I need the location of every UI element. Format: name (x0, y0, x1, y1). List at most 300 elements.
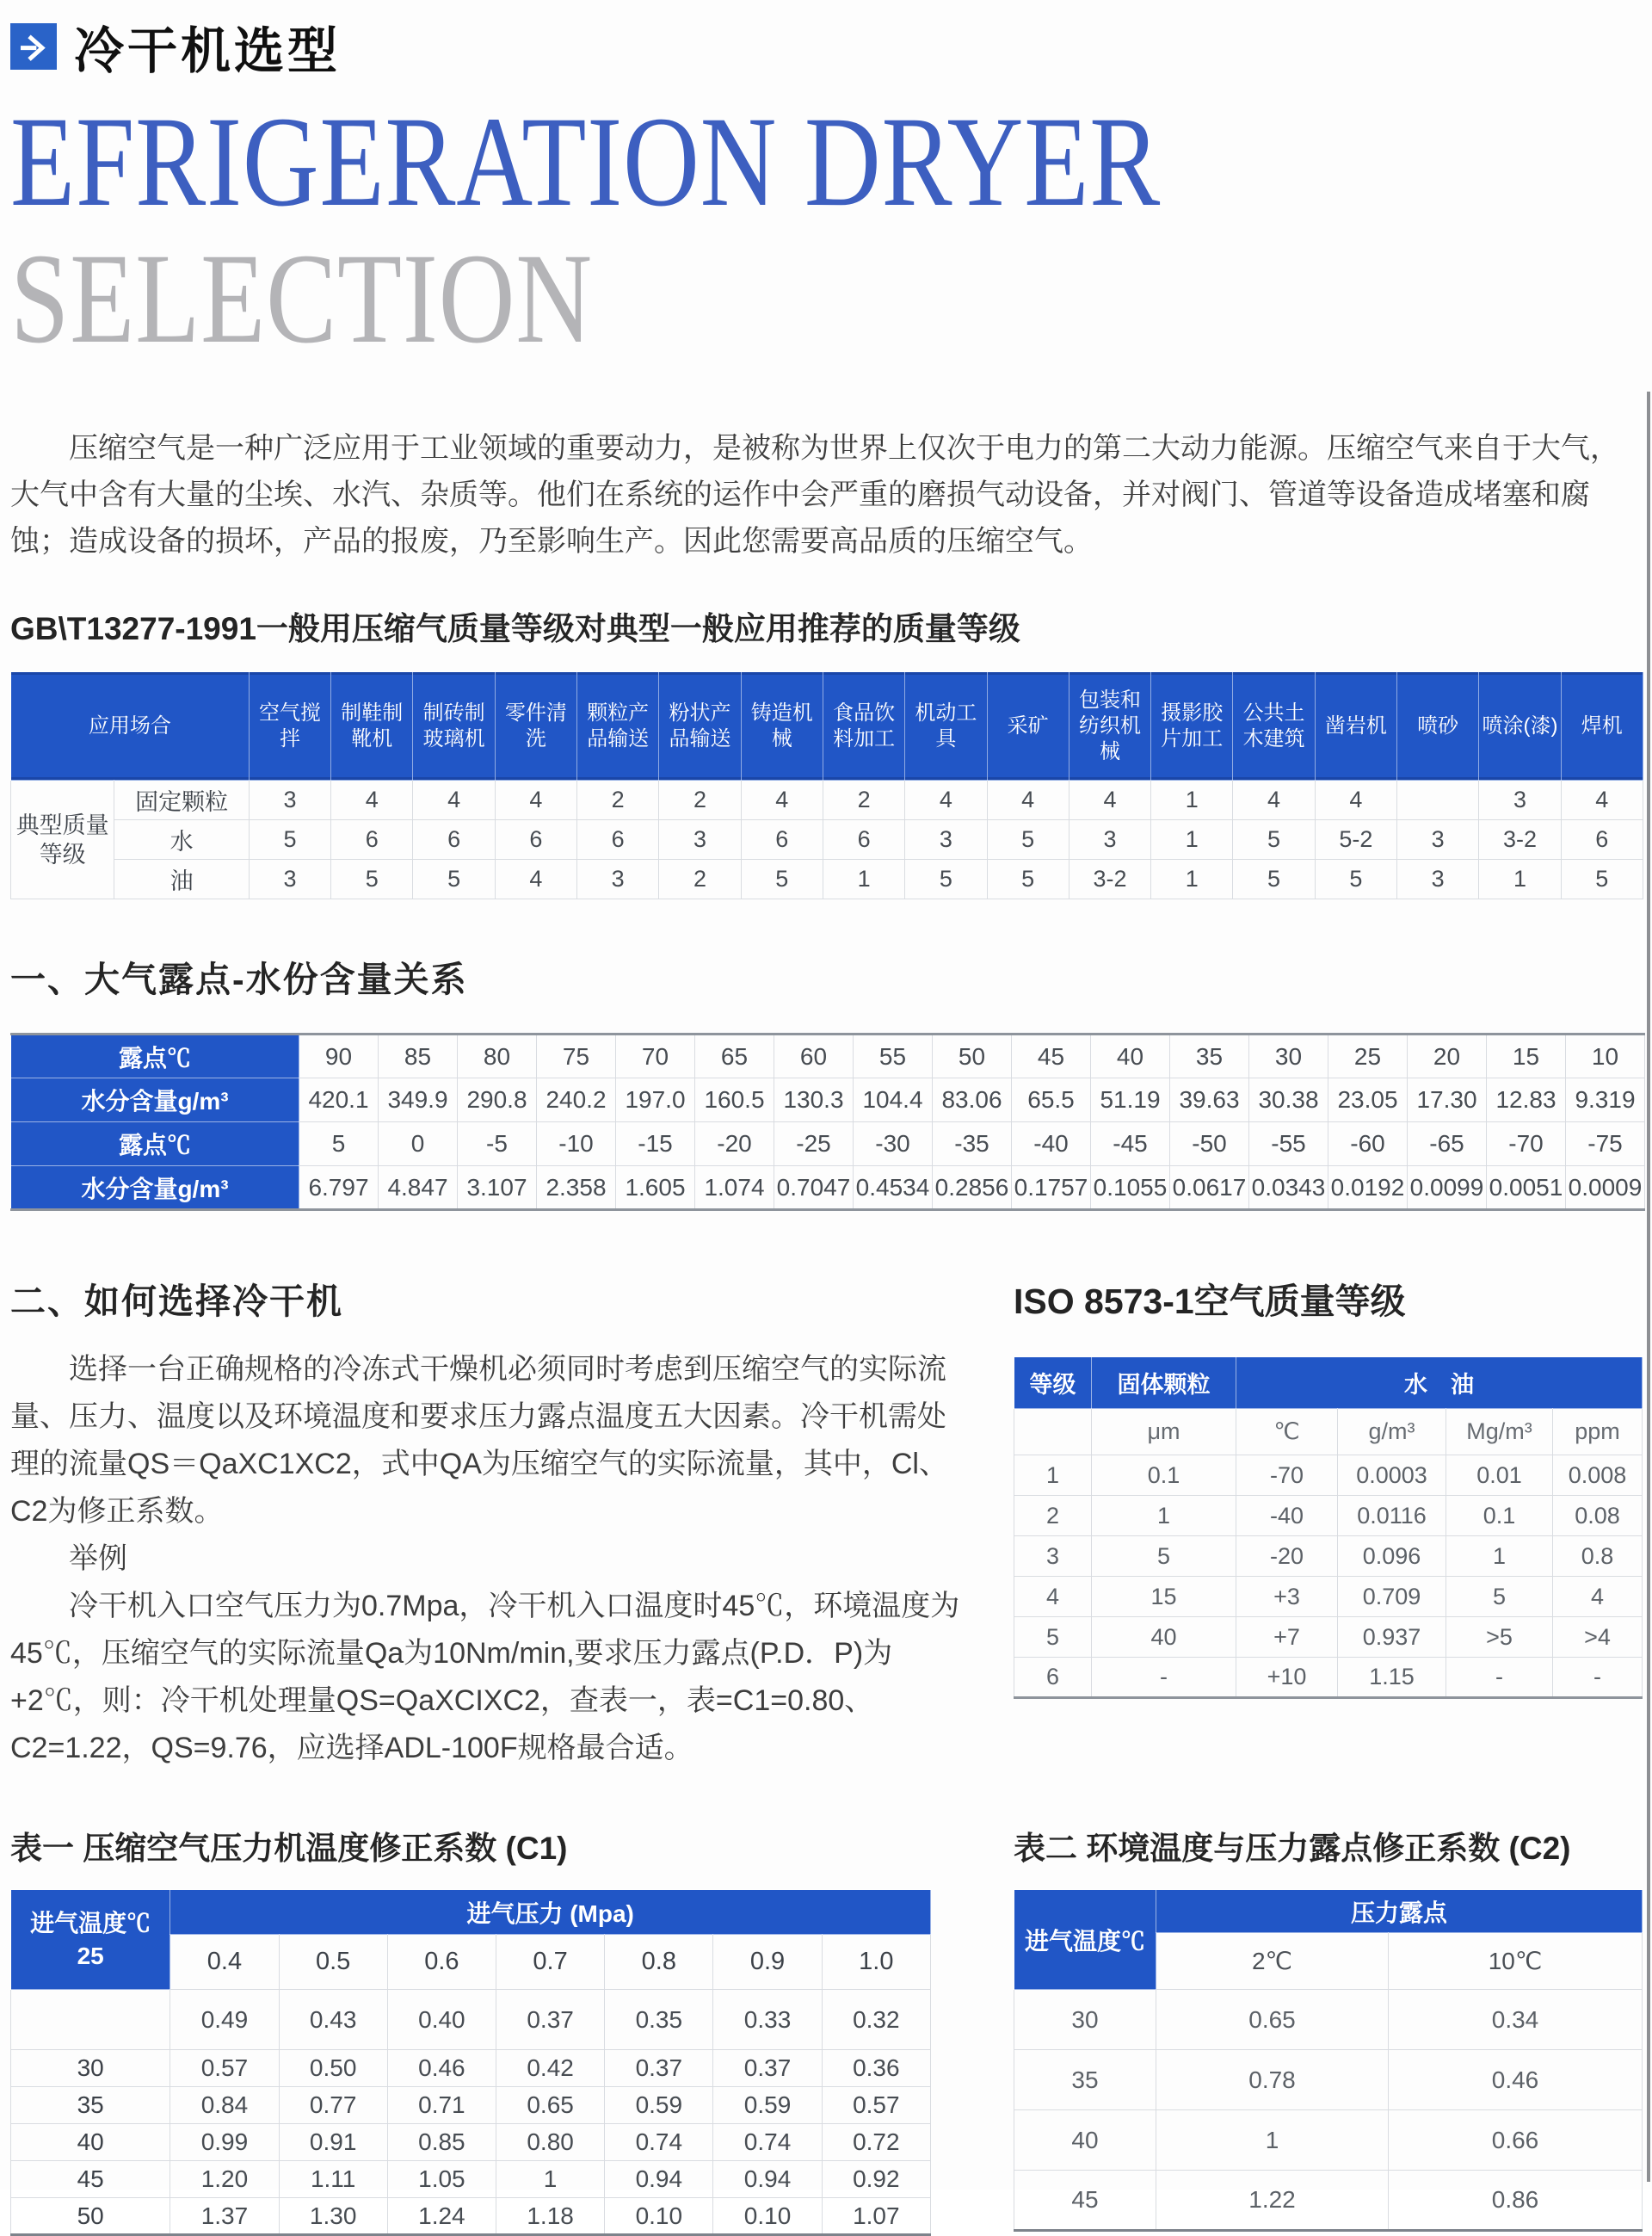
table-cell: 6 (577, 820, 659, 860)
dew-row-label: 露点℃ (11, 1035, 299, 1078)
table-cell: +3 (1236, 1577, 1338, 1617)
table-cell: 2 (659, 860, 741, 899)
gb-header-row (11, 672, 1643, 781)
table2-row-label: 45 (1014, 2171, 1156, 2231)
table-cell: 0.77 (279, 2087, 387, 2124)
table-cell: 4 (413, 781, 495, 820)
table-cell: 0.37 (496, 1990, 604, 2050)
arrow-right-icon (10, 23, 57, 70)
table-cell: 4 (1553, 1577, 1643, 1617)
table2-section (1014, 1822, 1643, 2232)
table-cell: 55 (854, 1035, 933, 1078)
table-cell: 6 (413, 820, 495, 860)
table-cell: 0.40 (387, 1990, 496, 2050)
table2-heading: 表二 环境温度与压力露点修正系数 (C2) (1014, 1831, 1571, 1866)
table-cell: 3 (905, 820, 987, 860)
table-cell: 颗粒产品输送 (577, 672, 659, 781)
table-cell: 5 (987, 820, 1069, 860)
table-cell: 0.57 (170, 2050, 279, 2087)
table-row (11, 2161, 931, 2198)
iso-grade: 1 (1014, 1455, 1092, 1496)
table-row (11, 781, 1643, 820)
table-cell: 4 (1069, 781, 1150, 820)
table1-band-label: 进气压力 (Mpa) (170, 1890, 931, 1935)
table-cell: 20 (1408, 1035, 1487, 1078)
table-cell: 2.358 (537, 1166, 616, 1210)
table-cell: 0.0003 (1338, 1455, 1446, 1496)
iso-units-row (1014, 1409, 1643, 1455)
table-row (1014, 1577, 1643, 1617)
table-cell: 0.94 (713, 2161, 822, 2198)
table-row (11, 1035, 1645, 1078)
table-cell: 65.5 (1012, 1078, 1091, 1122)
table-cell: 包装和纺织机械 (1069, 672, 1150, 781)
table2-corner: 进气温度℃ (1014, 1890, 1156, 1990)
table-cell: 10 (1566, 1035, 1645, 1078)
table-cell: 喷砂 (1397, 672, 1479, 781)
table-cell: 420.1 (299, 1078, 379, 1122)
section2-heading: 二、如何选择冷干机 (10, 1282, 343, 1321)
table-cell: 0.096 (1338, 1536, 1446, 1577)
table-cell: 5 (1561, 860, 1643, 899)
iso-grade: 5 (1014, 1617, 1092, 1658)
table1-corner-line2: 25 (77, 1942, 104, 1969)
table2-row-label: 40 (1014, 2110, 1156, 2171)
table-cell: +10 (1236, 1658, 1338, 1698)
table-cell: 0.0099 (1408, 1166, 1487, 1210)
table-cell: 0.7 (496, 1935, 604, 1990)
table-cell: 23.05 (1328, 1078, 1408, 1122)
c1-correction-table (10, 1889, 931, 2236)
table-row (1014, 1990, 1643, 2050)
table-cell: 1.20 (170, 2161, 279, 2198)
table-cell: 3 (249, 781, 330, 820)
table-cell: 349.9 (379, 1078, 458, 1122)
iso-grade: 3 (1014, 1536, 1092, 1577)
table-cell: 1.605 (616, 1166, 695, 1210)
table-cell: 0.84 (170, 2087, 279, 2124)
table-cell: 0.50 (279, 2050, 387, 2087)
gb-row-group-label: 典型质量等级 (11, 781, 114, 899)
table-cell: 0.0116 (1338, 1496, 1446, 1536)
iso-col-grade: 等级 (1014, 1357, 1092, 1409)
table-cell: -50 (1170, 1122, 1249, 1166)
table-cell: -5 (458, 1122, 537, 1166)
iso-header-row (1014, 1357, 1643, 1409)
table-cell: -70 (1487, 1122, 1566, 1166)
table-cell: 3 (1479, 781, 1561, 820)
table-cell: 2 (823, 781, 904, 820)
table-cell: 0.86 (1389, 2171, 1643, 2231)
example-paragraph: 冷干机入口空气压力为0.7Mpa，冷干机入口温度时45℃，环境温度为45℃，压缩空气的实际流量Qa为10Nm/min,要求压力露点(P.D．P)为+2℃，则：冷干机处理量QS=QaXCIXC2，查表一，表=C1=0.80、C2=1.22，QS=9.76，应选择ADL-100F规格最合适。 (10, 1590, 960, 1764)
title-english-line2: SELECTION (10, 227, 593, 370)
table-cell: 290.8 (458, 1078, 537, 1122)
table-row (1014, 2050, 1643, 2110)
table-cell: -15 (616, 1122, 695, 1166)
table1-band-row (11, 1890, 931, 1935)
table-cell: 17.30 (1408, 1078, 1487, 1122)
table-cell: 空气搅拌 (249, 672, 330, 781)
page-title: 冷干机选型 (74, 23, 342, 79)
table-cell: 0.2856 (933, 1166, 1012, 1210)
table-cell: - (1446, 1658, 1553, 1698)
table-row (1014, 1617, 1643, 1658)
table-cell: Mg/m³ (1446, 1409, 1553, 1455)
dew-row-label: 水分含量g/m³ (11, 1166, 299, 1210)
gb-row-label: 水 (114, 820, 249, 860)
table-cell: 1 (1151, 860, 1233, 899)
table-cell: 25 (1328, 1035, 1408, 1078)
table-cell: 1 (1151, 781, 1233, 820)
table-cell: 0.4534 (854, 1166, 933, 1210)
table-row (1014, 1658, 1643, 1698)
gb-row-label: 固定颗粒 (114, 781, 249, 820)
table-cell: 0.49 (170, 1990, 279, 2050)
table-cell: 2℃ (1156, 1933, 1389, 1990)
table-cell: 0.937 (1338, 1617, 1446, 1658)
table-cell: 4 (495, 781, 576, 820)
table-cell: 30 (1249, 1035, 1328, 1078)
table-cell: 0.0617 (1170, 1166, 1249, 1210)
table-cell: 15 (1487, 1035, 1566, 1078)
table-cell: 1 (1156, 2110, 1389, 2171)
table-cell: 0.8 (605, 1935, 713, 1990)
table-cell: 0.37 (605, 2050, 713, 2087)
table-cell: -75 (1566, 1122, 1645, 1166)
table-cell: 喷涂(漆) (1479, 672, 1561, 781)
iso-col-water-oil: 水 油 (1236, 1357, 1643, 1409)
table-cell: 0.5 (279, 1935, 387, 1990)
table-cell: 5 (741, 860, 823, 899)
table-cell: -45 (1091, 1122, 1170, 1166)
table-cell: 1.11 (279, 2161, 387, 2198)
table-cell: 5 (1233, 820, 1315, 860)
table1-row-label: 45 (11, 2161, 170, 2198)
table-cell: 1 (1479, 860, 1561, 899)
table-cell: 0.57 (822, 2087, 930, 2124)
table-cell: 1.15 (1338, 1658, 1446, 1698)
table-cell: 104.4 (854, 1078, 933, 1122)
table-cell: 5 (299, 1122, 379, 1166)
table-cell: 0.94 (605, 2161, 713, 2198)
table-cell: 45 (1012, 1035, 1091, 1078)
table-cell: -30 (854, 1122, 933, 1166)
table-cell (1014, 1409, 1092, 1455)
table-cell: 0.008 (1553, 1455, 1643, 1496)
table-cell: 0.0009 (1566, 1166, 1645, 1210)
table-cell: 0.01 (1446, 1455, 1553, 1496)
table-cell: -40 (1236, 1496, 1338, 1536)
table-cell: 6 (495, 820, 576, 860)
table1-row-label: 50 (11, 2198, 170, 2235)
table-cell: 65 (695, 1035, 774, 1078)
table-cell: +7 (1236, 1617, 1338, 1658)
table-cell: 0.42 (496, 2050, 604, 2087)
table-cell: 0.7047 (774, 1166, 854, 1210)
table-cell: 40 (1091, 1035, 1170, 1078)
table-cell: 1 (1092, 1496, 1236, 1536)
table-cell: 85 (379, 1035, 458, 1078)
table-cell: 4 (905, 781, 987, 820)
table-cell: 0.1 (1092, 1455, 1236, 1496)
table-cell: - (1553, 1658, 1643, 1698)
table-cell: 2 (659, 781, 741, 820)
table-cell: 0.8 (1553, 1536, 1643, 1577)
table-cell: 70 (616, 1035, 695, 1078)
table-cell: 0.0343 (1249, 1166, 1328, 1210)
table2-row-label: 30 (1014, 1990, 1156, 2050)
table-cell: 0.1 (1446, 1496, 1553, 1536)
table-cell: 0.1757 (1012, 1166, 1091, 1210)
table-cell: 15 (1092, 1577, 1236, 1617)
table-cell: 6 (1561, 820, 1643, 860)
table-cell: -10 (537, 1122, 616, 1166)
table-cell: 摄影胶片加工 (1151, 672, 1233, 781)
c2-correction-table (1014, 1889, 1643, 2232)
table-cell: ℃ (1236, 1409, 1338, 1455)
table1-corner (11, 1890, 170, 1990)
table-cell: 0.65 (1156, 1990, 1389, 2050)
table-cell: 1.05 (387, 2161, 496, 2198)
table-cell: 40 (1092, 1617, 1236, 1658)
table-cell: 0.36 (822, 2050, 930, 2087)
table-cell: 1 (823, 860, 904, 899)
iso-air-quality-table (1014, 1356, 1643, 1699)
table-cell: 3 (1397, 860, 1479, 899)
table-cell: -20 (1236, 1536, 1338, 1577)
table-cell: 1.24 (387, 2198, 496, 2235)
table-row (11, 860, 1643, 899)
table-cell: 1.22 (1156, 2171, 1389, 2231)
table-cell: 90 (299, 1035, 379, 1078)
table-cell: 0.709 (1338, 1577, 1446, 1617)
table1-row-label (11, 1990, 170, 2050)
gb-table-heading: GB\T13277-1991一般用压缩气质量等级对典型一般应用推荐的质量等级 (10, 611, 1020, 646)
how-to-select-section (10, 1273, 964, 1772)
table-row (11, 820, 1643, 860)
table-cell: 50 (933, 1035, 1012, 1078)
table2-band-row (1014, 1890, 1643, 1933)
table-cell: 3-2 (1479, 820, 1561, 860)
table-cell: 3 (1069, 820, 1150, 860)
table-cell: 0.74 (713, 2124, 822, 2161)
table-cell: 4 (987, 781, 1069, 820)
table-cell: 0.92 (822, 2161, 930, 2198)
table-cell: 食品饮料加工 (823, 672, 904, 781)
table-cell: 4 (495, 860, 576, 899)
table-cell: 粉状产品输送 (659, 672, 741, 781)
table-cell: 0.59 (713, 2087, 822, 2124)
table-cell: 5-2 (1315, 820, 1396, 860)
table2-band-label: 压力露点 (1156, 1890, 1643, 1933)
table-cell: 5 (987, 860, 1069, 899)
table-cell: 0.35 (605, 1990, 713, 2050)
table-row (1014, 1455, 1643, 1496)
table1-corner-line1: 进气温度℃ (30, 1909, 151, 1936)
table-cell: 51.19 (1091, 1078, 1170, 1122)
iso-section (1014, 1273, 1643, 1699)
table-cell: 0.74 (605, 2124, 713, 2161)
table-cell: 3-2 (1069, 860, 1150, 899)
table-cell: 1.37 (170, 2198, 279, 2235)
table-cell: 75 (537, 1035, 616, 1078)
table-cell: 1 (1446, 1536, 1553, 1577)
table-cell: 6 (741, 820, 823, 860)
table-cell: 1.30 (279, 2198, 387, 2235)
table-row (1014, 2171, 1643, 2231)
table-cell: 0.91 (279, 2124, 387, 2161)
table-row (11, 1122, 1645, 1166)
table1-row-label: 40 (11, 2124, 170, 2161)
table-cell: 0.72 (822, 2124, 930, 2161)
table-row (11, 2124, 931, 2161)
table-cell: 5 (1315, 860, 1396, 899)
table-cell: 5 (249, 820, 330, 860)
table-cell: 1.074 (695, 1166, 774, 1210)
table-cell: 5 (1446, 1577, 1553, 1617)
table-cell: 0.6 (387, 1935, 496, 1990)
page-edge-shadow (1647, 392, 1650, 2182)
table-cell: 0.32 (822, 1990, 930, 2050)
table-cell: 5 (1233, 860, 1315, 899)
table-cell: 机动工具 (905, 672, 987, 781)
section1-heading: 一、大气露点-水份含量关系 (10, 960, 468, 999)
table-cell: 6.797 (299, 1166, 379, 1210)
table-cell: 制砖制玻璃机 (413, 672, 495, 781)
table-cell: 197.0 (616, 1078, 695, 1122)
table-cell: 0.78 (1156, 2050, 1389, 2110)
table-cell: 0.4 (170, 1935, 279, 1990)
table-cell: 0.34 (1389, 1990, 1643, 2050)
table-cell: 公共土木建筑 (1233, 672, 1315, 781)
table-cell: 4.847 (379, 1166, 458, 1210)
table-cell: 0.71 (387, 2087, 496, 2124)
table-cell: 采矿 (987, 672, 1069, 781)
table-row (1014, 2110, 1643, 2171)
table-cell: 0.08 (1553, 1496, 1643, 1536)
table-cell: 5 (331, 860, 413, 899)
table1-row-label: 35 (11, 2087, 170, 2124)
table-cell: 1.18 (496, 2198, 604, 2235)
table-cell: 0.65 (496, 2087, 604, 2124)
table-cell (1397, 781, 1479, 820)
table-cell: 0.33 (713, 1990, 822, 2050)
table-cell: μm (1092, 1409, 1236, 1455)
table-cell: 0.10 (605, 2198, 713, 2235)
table-cell: 3 (659, 820, 741, 860)
table-row (1014, 1496, 1643, 1536)
table1-row-label: 30 (11, 2050, 170, 2087)
table-cell: 12.83 (1487, 1078, 1566, 1122)
table-row (11, 1078, 1645, 1122)
table-cell: 5 (1092, 1536, 1236, 1577)
table-cell: 0.10 (713, 2198, 822, 2235)
table-cell: 零件清洗 (495, 672, 576, 781)
table-cell: 83.06 (933, 1078, 1012, 1122)
iso-grade: 6 (1014, 1658, 1092, 1698)
selection-paragraph: 选择一台正确规格的冷冻式干燥机必须同时考虑到压缩空气的实际流量、压力、温度以及环境温度和要求压力露点温度五大因素。冷干机需处理的流量QS＝QaXC1XC2，式中QA为压缩空气的实际流量，其中，Cl、C2为修正系数。 (10, 1353, 948, 1528)
table-row (11, 2198, 931, 2235)
table-cell: 0.46 (1389, 2050, 1643, 2110)
intro-paragraph: 压缩空气是一种广泛应用于工业领域的重要动力，是被称为世界上仅次于电力的第二大动力能源。压缩空气来自于大气，大气中含有大量的尘埃、水汽、杂质等。他们在系统的运作中会严重的磨损气动设备，并对阀门、管道等设备造成堵塞和腐蚀；造成设备的损坏，产品的报废，乃至影响生产。因此您需要高品质的压缩空气。 (10, 432, 1619, 558)
table-cell: 0.99 (170, 2124, 279, 2161)
table-cell: 焊机 (1561, 672, 1643, 781)
iso-grade: 4 (1014, 1577, 1092, 1617)
table-cell: 160.5 (695, 1078, 774, 1122)
table-cell: 0.80 (496, 2124, 604, 2161)
table-cell: 0.37 (713, 2050, 822, 2087)
table-row (11, 2050, 931, 2087)
table-cell: -25 (774, 1122, 854, 1166)
table-cell: -60 (1328, 1122, 1408, 1166)
table1-section (10, 1822, 964, 2236)
table-cell: g/m³ (1338, 1409, 1446, 1455)
table2-row-label: 35 (1014, 2050, 1156, 2110)
table-cell: 3.107 (458, 1166, 537, 1210)
table-cell: 0.1055 (1091, 1166, 1170, 1210)
table-cell: 3 (249, 860, 330, 899)
page-header (10, 10, 1643, 83)
table-cell: 60 (774, 1035, 854, 1078)
table-cell: 6 (823, 820, 904, 860)
table-cell: 9.319 (1566, 1078, 1645, 1122)
dew-row-label: 露点℃ (11, 1122, 299, 1166)
table-cell: -65 (1408, 1122, 1487, 1166)
table-cell: 4 (1561, 781, 1643, 820)
iso-col-solid: 固体颗粒 (1092, 1357, 1236, 1409)
table-cell: 0.66 (1389, 2110, 1643, 2171)
table-cell: ppm (1553, 1409, 1643, 1455)
table-cell: 0.0051 (1487, 1166, 1566, 1210)
table-cell: 5 (413, 860, 495, 899)
table-cell: 240.2 (537, 1078, 616, 1122)
table-cell: 4 (1233, 781, 1315, 820)
table-cell: 4 (1315, 781, 1396, 820)
example-label: 举例 (69, 1542, 127, 1575)
table-row (11, 1166, 1645, 1210)
table-cell: 39.63 (1170, 1078, 1249, 1122)
table-cell: 30.38 (1249, 1078, 1328, 1122)
table-cell: 0.46 (387, 2050, 496, 2087)
table1-heading: 表一 压缩空气压力机温度修正系数 (C1) (10, 1831, 568, 1866)
table-cell: 6 (331, 820, 413, 860)
table-cell: 5 (905, 860, 987, 899)
table-cell: 0.9 (713, 1935, 822, 1990)
table-cell: 0.85 (387, 2124, 496, 2161)
table-cell: 80 (458, 1035, 537, 1078)
table-cell: 1 (496, 2161, 604, 2198)
gb-row-label: 油 (114, 860, 249, 899)
table-cell: - (1092, 1658, 1236, 1698)
table-cell: 35 (1170, 1035, 1249, 1078)
gb-corner-label: 应用场合 (11, 672, 250, 781)
table-cell: 1.0 (822, 1935, 930, 1990)
table-cell: 4 (331, 781, 413, 820)
table-cell: -40 (1012, 1122, 1091, 1166)
table-cell: 制鞋制靴机 (331, 672, 413, 781)
table-cell: -70 (1236, 1455, 1338, 1496)
table-cell: 0.0192 (1328, 1166, 1408, 1210)
table-cell: 3 (577, 860, 659, 899)
table-row (1014, 1536, 1643, 1577)
table-cell: 4 (741, 781, 823, 820)
table-cell: >5 (1446, 1617, 1553, 1658)
table-cell: -20 (695, 1122, 774, 1166)
title-english-line1: EFRIGERATION DRYER (10, 90, 1162, 233)
iso-heading: ISO 8573-1空气质量等级 (1014, 1282, 1406, 1321)
table-cell: 铸造机械 (741, 672, 823, 781)
table-cell: 1 (1151, 820, 1233, 860)
